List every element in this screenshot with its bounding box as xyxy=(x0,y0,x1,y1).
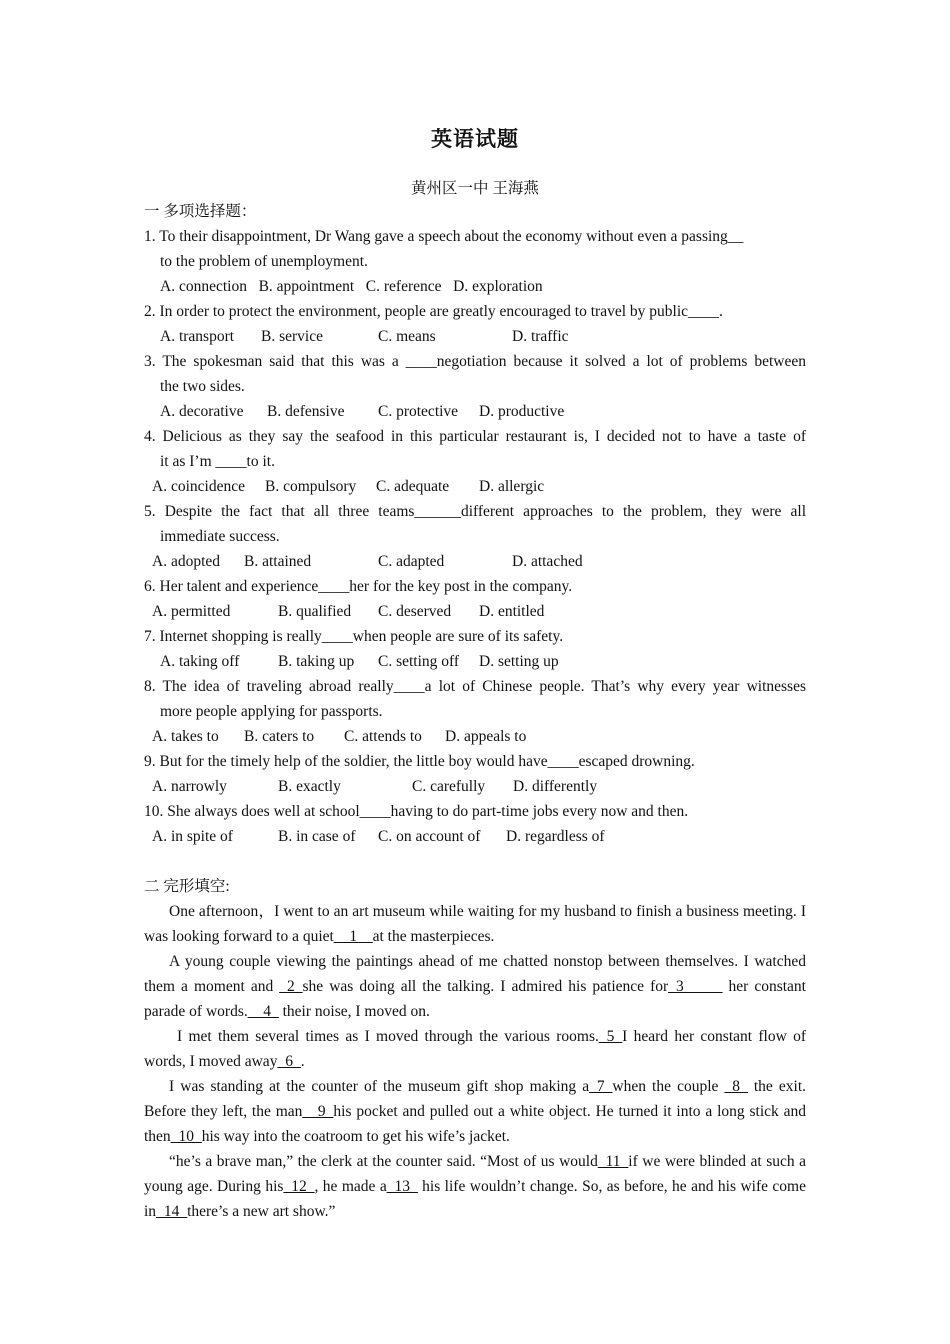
options-row: A. connection B. appointment C. reference D. exploration xyxy=(160,278,543,295)
question-text: 4. Delicious as they say the seafood in this particular restaurant is, I decided not to have a taste of xyxy=(144,428,806,445)
cloze-paragraph: One afternoon，I went to an art museum while waiting for my husband to finish a business meeting. I was looking forward to a quiet__1__at the masterpieces. xyxy=(144,903,806,945)
options-row: A. coincidence B. compulsory C. adequate D. allergic xyxy=(152,478,545,495)
cloze-blank: __1__ xyxy=(333,928,373,945)
cloze-blank: _8_ xyxy=(724,1078,748,1095)
options-row: A. transport B. service C. means D. traffic xyxy=(160,328,569,345)
exam-content xyxy=(144,199,806,1224)
options-row: A. decorative B. defensive C. protective D. productive xyxy=(160,403,565,420)
options-row: A. adopted B. attained C. adapted D. attached xyxy=(152,553,583,570)
options-row: A. taking off B. taking up C. setting off D. setting up xyxy=(160,653,559,670)
cloze-blank: __9_ xyxy=(302,1103,334,1120)
cloze-blank: _12_ xyxy=(283,1178,315,1195)
question-text: 2. In order to protect the environment, people are greatly encouraged to travel by public____. xyxy=(144,303,723,320)
question-text: more people applying for passports. xyxy=(160,703,383,720)
question-text: 7. Internet shopping is really____when people are sure of its safety. xyxy=(144,628,564,645)
question-text: immediate success. xyxy=(160,528,280,545)
cloze-blank: _6_ xyxy=(277,1053,301,1070)
question-text: 10. She always does well at school____having to do part-time jobs every now and then. xyxy=(144,803,689,820)
options-row: A. permitted B. qualified C. deserved D. entitled xyxy=(152,603,545,620)
cloze-paragraph: A young couple viewing the paintings ahead of me chatted nonstop between themselves. I watched them a moment and _2_she was doing all the talking. I admired his patience for_3_____ her constant parade of words.__4_ their noise, I moved on. xyxy=(144,953,806,1020)
section-heading: 二 完形填空: xyxy=(144,878,230,895)
cloze-paragraph: I was standing at the counter of the museum gift shop making a_7_when the couple _8_ the exit. Before they left, the man__9_his pocket and pulled out a white object. He turned it into a long stick and then_10_his way into the coatroom to get his wife’s jacket. xyxy=(144,1078,806,1145)
cloze-blank: _5_ xyxy=(598,1028,623,1045)
question-text: the two sides. xyxy=(160,378,245,395)
options-row: A. in spite of B. in case of C. on account of D. regardless of xyxy=(152,828,605,845)
spacer xyxy=(144,849,806,874)
cloze-blank: __4_ xyxy=(247,1003,279,1020)
cloze-blank: _10_ xyxy=(170,1128,202,1145)
question-text: 1. To their disappointment, Dr Wang gave a speech about the economy without even a passing__ xyxy=(144,228,744,245)
question-text: it as I’m ____to it. xyxy=(160,453,275,470)
question-text: 3. The spokesman said that this was a ____negotiation because it solved a lot of problems between xyxy=(144,353,806,370)
section-heading: 一 多项选择题： xyxy=(144,203,257,220)
cloze-paragraph: I met them several times as I moved through the various rooms._5_I heard her constant flow of words, I moved away_6_. xyxy=(144,1028,806,1070)
cloze-blank: _3_____ xyxy=(668,978,723,995)
cloze-paragraph: “he’s a brave man,” the clerk at the counter said. “Most of us would_11_if we were blinded at such a young age. During his_12_, he made a_13_ his life wouldn’t change. So, as before, he and his wife come in_14_there’s a new art show.” xyxy=(144,1153,806,1220)
cloze-blank: _2_ xyxy=(279,978,303,995)
question-text: 6. Her talent and experience____her for the key post in the company. xyxy=(144,578,573,595)
page-title: 英语试题 xyxy=(431,127,519,151)
cloze-blank: _14_ xyxy=(156,1203,188,1220)
question-text: 9. But for the timely help of the soldier, the little boy would have____escaped drowning. xyxy=(144,753,695,770)
question-text: to the problem of unemployment. xyxy=(160,253,368,270)
question-text: 8. The idea of traveling abroad really____a lot of Chinese people. That’s why every year witnesses xyxy=(144,678,806,695)
options-row: A. narrowly B. exactly C. carefully D. differently xyxy=(152,778,598,795)
cloze-blank: _11_ xyxy=(597,1153,629,1170)
options-row: A. takes to B. caters to C. attends to D. appeals to xyxy=(152,728,527,745)
cloze-blank: _7_ xyxy=(589,1078,613,1095)
cloze-blank: _13_ xyxy=(386,1178,418,1195)
author-line: 黄州区一中 王海燕 xyxy=(411,180,539,197)
question-text: 5. Despite the fact that all three teams______different approaches to the problem, they were all xyxy=(144,503,806,520)
